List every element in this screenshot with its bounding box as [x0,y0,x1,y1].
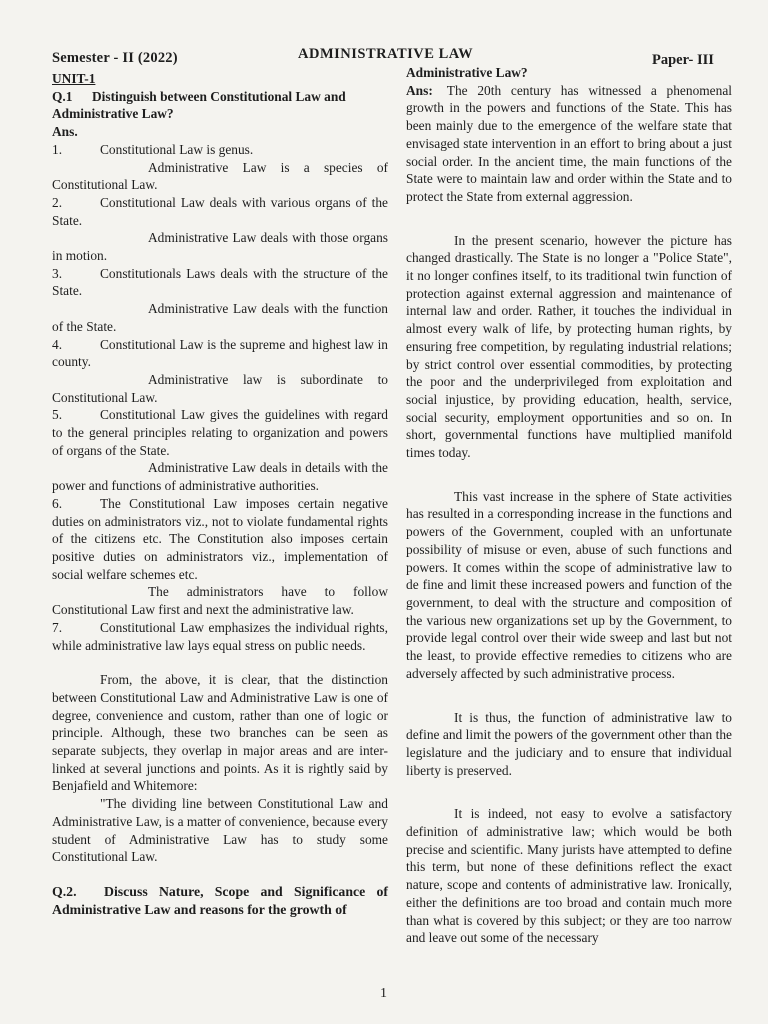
paragraph-function: It is thus, the function of administrative law to define and limit the powers of the government other than the legislature and the judiciary and to ensure that individual liberty is preserved. [406,709,732,778]
semester-label: Semester - II (2022) [52,50,178,66]
point-5: 5. Constitutional Law gives the guidelines with regard to the general principles relating to organization and powers of organs of the State. [52,407,388,458]
paragraph-state-activities: This vast increase in the sphere of State activities has resulted in a corresponding increase in the functions and powers of the Government, coupled with an unfortunate possibility of misuse or even, abuse of such functions and powers. It comes within the scope of administrative law to de fine and limit these increased powers and function of the government, to deal with the structure and composition of the various new organizations set up by the Government, to provide legal control over their wide sweep and last but not the least, to provide effective remedies to citizens who are adversely affected by such administrative process. [406,488,732,681]
question-2-number: Q.2. [52,883,77,899]
point-5-admin: Administrative Law deals in details with the power and functions of administrative authorities. [52,460,388,494]
answer-2-label: Ans: [406,82,433,98]
point-4-admin: Administrative law is subordinate to Constitutional Law. [52,371,388,405]
question-2-text: Discuss Nature, Scope and Significance of Administrative Law and reasons for the growth of [52,883,388,917]
point-3-admin: Administrative Law deals with the function of the State. [52,301,388,334]
point-4: 4. Constitutional Law is the supreme and highest law in county. [52,336,388,370]
right-column [406,64,732,947]
conclusion-paragraph: From, the above, it is clear, that the distinction between Constitutional Law and Administrative Law is one of degree, convenience and custom, rather than one of logic or principle. Although, these two branches can be seen as separate subjects, they overlap in major areas and are inter-linked at several junctions and points. As it is rightly said by Benjafield and Whitemore: [52,672,388,794]
point-6: 6. The Constitutional Law imposes certain negative duties on administrators viz., not to violate fundamental rights of the citizens etc. The Constitution also imposes certain positive duties on administrators viz., implementation of social welfare schemes etc. [52,495,388,582]
paragraph-definition: It is indeed, not easy to evolve a satisfactory definition of administrative law; which would be both precise and scientific. Many jurists have attempted to define this term, but none of these definitions reflect the exact nature, scope and contents of administrative law. Ironically, either the definitions are too broad and contain much more than what is covered by this subject; or they are too narrow and leave out some of the necessary [406,806,732,946]
question-2 [52,883,388,918]
subject-title: ADMINISTRATIVE LAW [298,46,474,62]
point-2: 2. Constitutional Law deals with various organs of the State. [52,194,388,228]
unit-heading: UNIT-1 [52,71,96,86]
question-1-number: Q.1 [52,88,73,104]
point-1: 1. Constitutional Law is genus. [52,141,254,157]
question-2-continued: Administrative Law? [406,65,528,80]
left-column [52,70,388,918]
page-number: 1 [380,986,387,1001]
page-header [0,0,768,68]
point-6-admin: The administrators have to follow Constitutional Law first and next the administrative law. [52,584,388,618]
answer-2-intro: Ans: The 20th century has witnessed a phenomenal growth in the powers and functions of the State. This has been mainly due to the emergence of the welfare state that envisaged state intervention in an effort to bring about a just social order. In the ancient time, the main functions of the State were to maintain law and order within the State and to protect the State from external aggression. [406,82,732,204]
point-3: 3. Constitutionals Laws deals with the structure of the State. [52,265,388,299]
point-7: 7. Constitutional Law emphasizes the individual rights, while administrative law lays equal stress on public needs. [52,619,388,653]
point-1-admin: Administrative Law is a species of Constitutional Law. [52,159,388,193]
question-1 [52,88,388,123]
paper-label: Paper- III [652,52,714,68]
quote-paragraph: "The dividing line between Constitutional Law and Administrative Law, is a matter of convenience, because every student of Administrative Law has to study some Constitutional Law. [52,796,388,865]
answer-label: Ans. [52,124,78,140]
question-1-text: Distinguish between Constitutional Law and Administrative Law? [52,88,346,122]
point-2-admin: Administrative Law deals with those organs in motion. [52,230,388,264]
paragraph-present-scenario: In the present scenario, however the picture has changed drastically. The State is no longer a "Police State", it no longer confines itself, to its traditional twin function of protection against external aggression and maintenance of internal law and order. Rather, it touches the individual in almost every walk of life, by protecting human rights, by ensuring free competition, by regulating industrial relations; by strict control over essential commodities, by protecting the poor and the underprivileged from exploitation and social injustice, by providing education, health, service, social security, employment opportunities and so on. In short, governmental functions have multiplied manifold times today. [406,232,732,461]
